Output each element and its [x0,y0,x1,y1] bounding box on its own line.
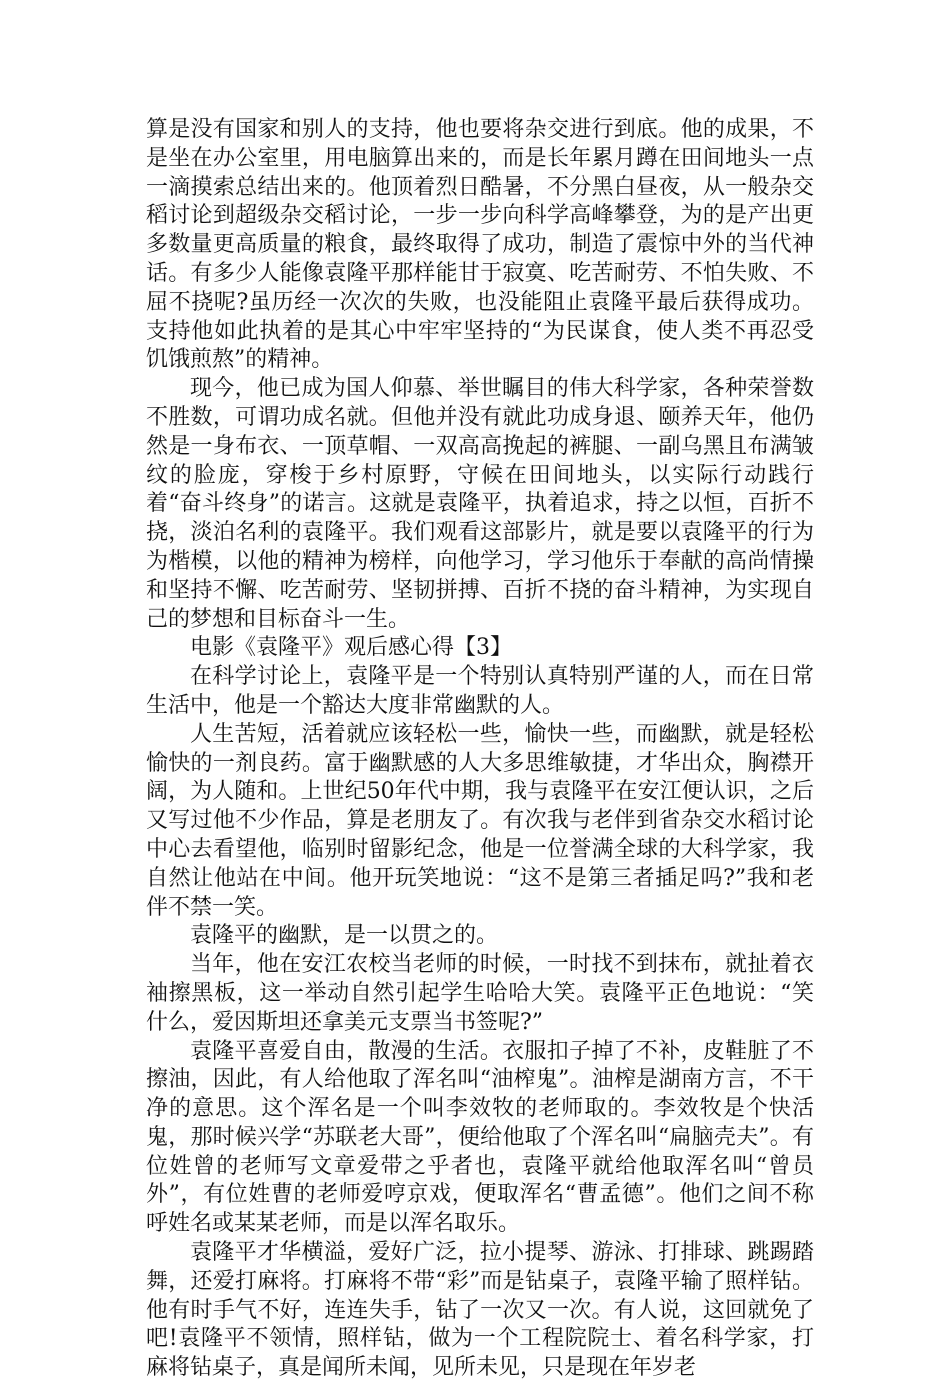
paragraph-5: 袁隆平的幽默，是一以贯之的。 [190,923,499,949]
paragraph-8: 袁隆平才华横溢，爱好广泛，拉小提琴、游泳、打排球、跳踢踏舞，还爱打麻将。打麻将不带“彩”而是钻桌子，袁隆平输了照样钻。他有时手气不好，连连失手，钻了一次又一次。有人说，这回就免了吧!袁隆平不领情，照样钻，做为一个工程院院士、着名科学家，打麻将钻桌子，真是闻所未闻，见所未见，只是现在年岁老 [146,1240,814,1381]
paragraph-3: 在科学讨论上，袁隆平是一个特别认真特别严谨的人，而在日常生活中，他是一个豁达大度非常幽默的人。 [146,664,814,718]
paragraph-2: 现今，他已成为国人仰慕、举世瞩目的伟大科学家，各种荣誉数不胜数，可谓功成名就。但他并没有就此功成身退、颐养天年，他仍然是一身布衣、一顶草帽、一双高高挽起的裤腿、一副乌黑且布满皱纹的脸庞，穿梭于乡村原野，守候在田间地头，以实际行动践行着“奋斗终身”的诺言。这就是袁隆平，执着追求，持之以恒，百折不挠，淡泊名利的袁隆平。我们观看这部影片，就是要以袁隆平的行为为楷模，以他的精神为榜样，向他学习，学习他乐于奉献的高尚情操和坚持不懈、吃苦耐劳、坚韧拼搏、百折不挠的奋斗精神，为实现自己的梦想和目标奋斗一生。 [146,376,814,632]
section-heading: 电影《袁隆平》观后感心得【3】 [190,635,512,661]
document-page [146,116,814,1383]
paragraph-1: 算是没有国家和别人的支持，他也要将杂交进行到底。他的成果，不是坐在办公室里，用电脑算出来的，而是长年累月蹲在田间地头一点一滴摸索总结出来的。他顶着烈日酷暑，不分黑白昼夜，从一般杂交稻讨论到超级杂交稻讨论，一步一步向科学高峰攀登，为的是产出更多数量更高质量的粮食，最终取得了成功，制造了震惊中外的当代神话。有多少人能像袁隆平那样能甘于寂寞、吃苦耐劳、不怕失败、不屈不挠呢?虽历经一次次的失败，也没能阻止袁隆平最后获得成功。支持他如此执着的是其心中牢牢坚持的“为民谋食，使人类不再忍受饥饿煎熬”的精神。 [146,117,814,373]
paragraph-6: 当年，他在安江农校当老师的时候，一时找不到抹布，就扯着衣袖擦黑板，这一举动自然引起学生哈哈大笑。袁隆平正色地说：“笑什么，爱因斯坦还拿美元支票当书签呢?” [146,952,814,1035]
paragraph-4: 人生苦短，活着就应该轻松一些，愉快一些，而幽默，就是轻松愉快的一剂良药。富于幽默感的人大多思维敏捷，才华出众，胸襟开阔，为人随和。上世纪50年代中期，我与袁隆平在安江便认识，之后又写过他不少作品，算是老朋友了。有次我与老伴到省杂交水稻讨论中心去看望他，临别时留影纪念，他是一位誉满全球的大科学家，我自然让他站在中间。他开玩笑地说：“这不是第三者插足吗?”我和老伴不禁一笑。 [146,721,814,920]
paragraph-7: 袁隆平喜爱自由，散漫的生活。衣服扣子掉了不补，皮鞋脏了不擦油，因此，有人给他取了浑名叫“油榨鬼”。油榨是湖南方言，不干净的意思。这个浑名是一个叫李效牧的老师取的。李效牧是个快活鬼，那时候兴学“苏联老大哥”，便给他取了个浑名叫“扁脑壳夫”。有位姓曾的老师写文章爱带之乎者也，袁隆平就给他取浑名叫“曾员外”，有位姓曹的老师爱哼京戏，便取浑名“曹孟德”。他们之间不称呼姓名或某某老师，而是以浑名取乐。 [146,1038,814,1237]
